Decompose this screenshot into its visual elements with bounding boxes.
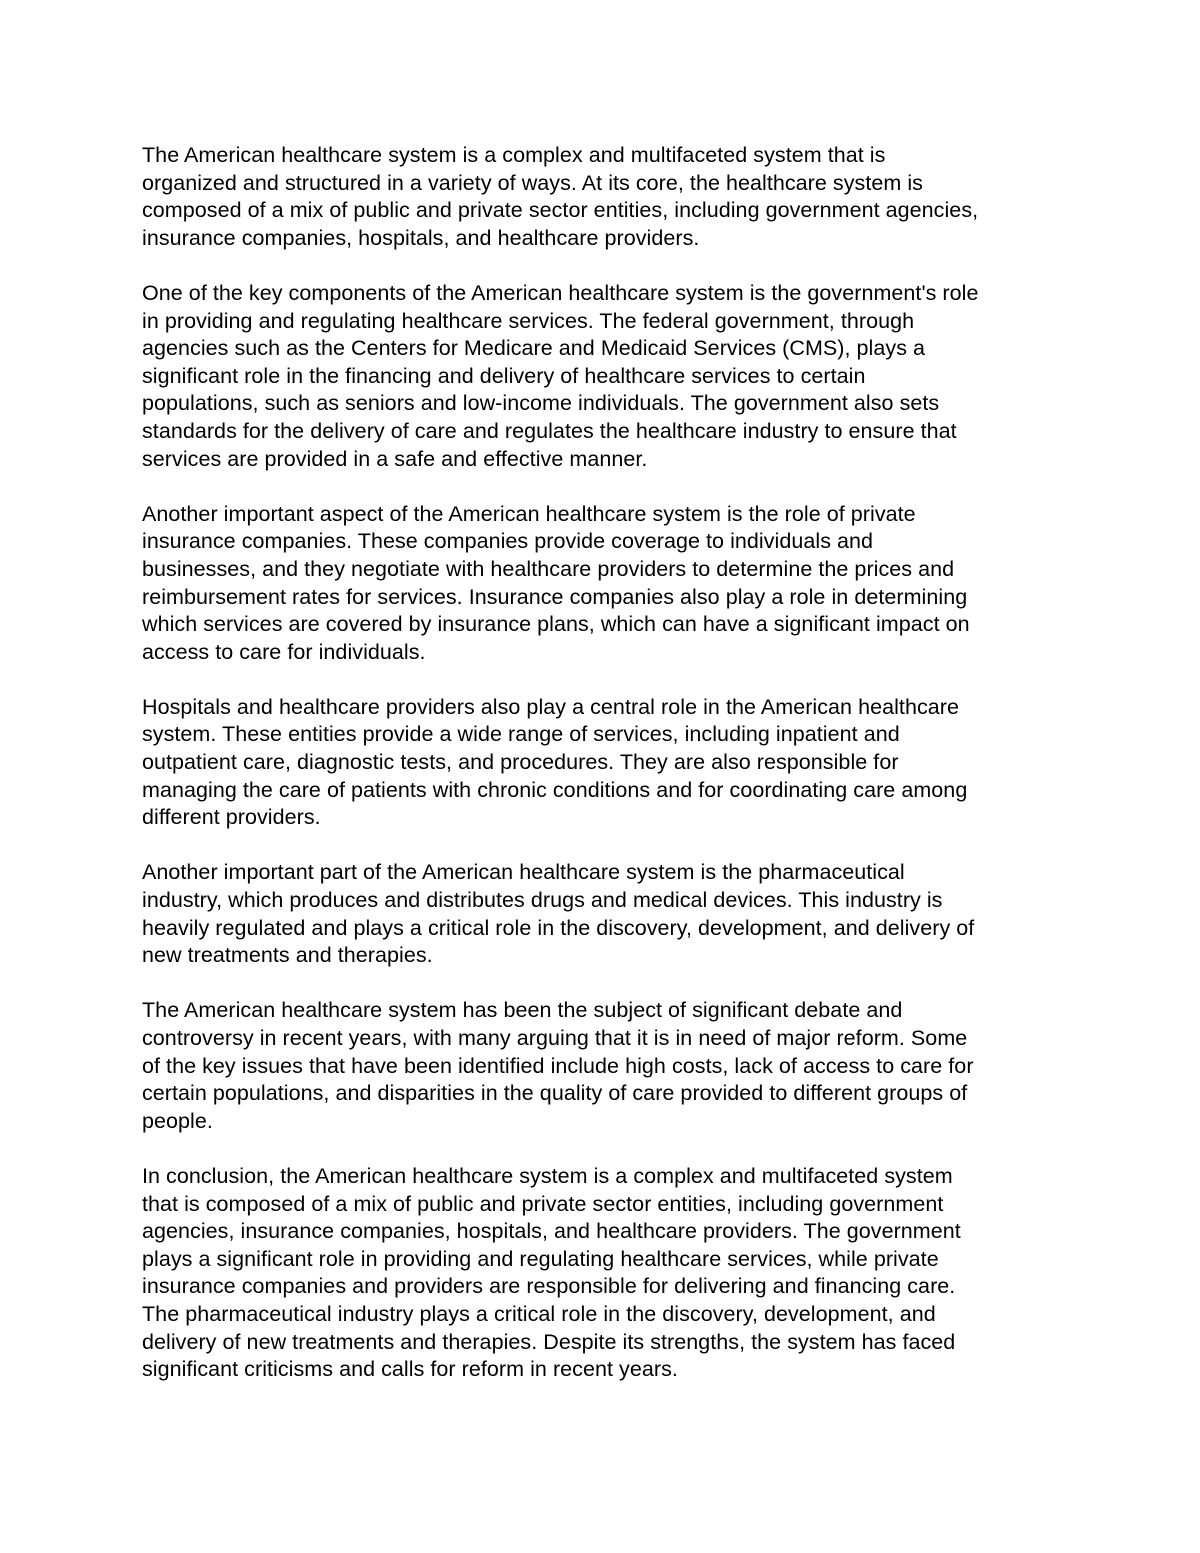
text-line: access to care for individuals. (142, 639, 426, 664)
text-line: significant criticisms and calls for reform in recent years. (142, 1357, 678, 1382)
text-line: significant role in the financing and delivery of healthcare services to certain (142, 363, 866, 388)
text-line: The pharmaceutical industry plays a critical role in the discovery, development, and (142, 1301, 936, 1326)
text-line: Hospitals and healthcare providers also play a central role in the American healthcare (142, 694, 959, 719)
text-line: insurance companies and providers are responsible for delivering and financing care. (142, 1274, 956, 1299)
text-line: system. These entities provide a wide range of services, including inpatient and (142, 722, 900, 747)
paragraph-5 (142, 859, 1072, 969)
text-line: new treatments and therapies. (142, 943, 433, 968)
text-line: different providers. (142, 805, 321, 830)
text-line: which services are covered by insurance plans, which can have a significant impact on (142, 612, 970, 637)
text-line: insurance companies, hospitals, and healthcare providers. (142, 225, 700, 250)
text-line: The American healthcare system is a complex and multifaceted system that is (142, 143, 886, 167)
text-line: agencies such as the Centers for Medicare and Medicaid Services (CMS), plays a (142, 336, 926, 361)
text-line: One of the key components of the American healthcare system is the government's role (142, 280, 979, 305)
text-line: In conclusion, the American healthcare system is a complex and multifaceted system (142, 1163, 953, 1188)
text-line: people. (142, 1108, 213, 1133)
text-line: controversy in recent years, with many arguing that it is in need of major reform. Some (142, 1026, 968, 1050)
paragraph-2 (142, 280, 1072, 473)
document-body (142, 142, 1072, 1384)
text-line: agencies, insurance companies, hospitals, and healthcare providers. The government (142, 1219, 961, 1244)
text-line: industry, which produces and distributes drugs and medical devices. This industry is (142, 888, 943, 913)
text-line: composed of a mix of public and private sector entities, including government agencies, (142, 198, 979, 223)
text-line: that is composed of a mix of public and private sector entities, including government (142, 1191, 944, 1216)
text-line: plays a significant role in providing and regulating healthcare services, while private (142, 1246, 939, 1271)
text-line: reimbursement rates for services. Insurance companies also play a role in determining (142, 584, 968, 609)
paragraph-6 (142, 997, 1072, 1135)
text-line: in providing and regulating healthcare services. The federal government, through (142, 308, 915, 333)
paragraph-7 (142, 1163, 1072, 1384)
paragraph-3 (142, 501, 1072, 667)
text-line: businesses, and they negotiate with healthcare providers to determine the prices and (142, 556, 955, 581)
paragraph-4 (142, 694, 1072, 832)
text-line: standards for the delivery of care and regulates the healthcare industry to ensure that (142, 418, 957, 443)
text-line: managing the care of patients with chronic conditions and for coordinating care among (142, 777, 968, 802)
text-line: delivery of new treatments and therapies. Despite its strengths, the system has faced (142, 1329, 956, 1354)
text-line: certain populations, and disparities in the quality of care provided to different groups of (142, 1081, 968, 1106)
text-line: insurance companies. These companies provide coverage to individuals and (142, 529, 874, 554)
text-line: services are provided in a safe and effective manner. (142, 446, 648, 471)
text-line: The American healthcare system has been the subject of significant debate and (142, 998, 903, 1023)
paragraph-1 (142, 142, 1072, 252)
text-line: populations, such as seniors and low-income individuals. The government also sets (142, 391, 940, 416)
text-line: heavily regulated and plays a critical role in the discovery, development, and delivery of (142, 915, 975, 940)
text-line: Another important aspect of the American healthcare system is the role of private (142, 501, 916, 526)
text-line: of the key issues that have been identified include high costs, lack of access to care for (142, 1053, 974, 1078)
text-line: organized and structured in a variety of ways. At its core, the healthcare system is (142, 170, 923, 195)
text-line: Another important part of the American healthcare system is the pharmaceutical (142, 860, 905, 885)
text-line: outpatient care, diagnostic tests, and procedures. They are also responsible for (142, 750, 899, 775)
